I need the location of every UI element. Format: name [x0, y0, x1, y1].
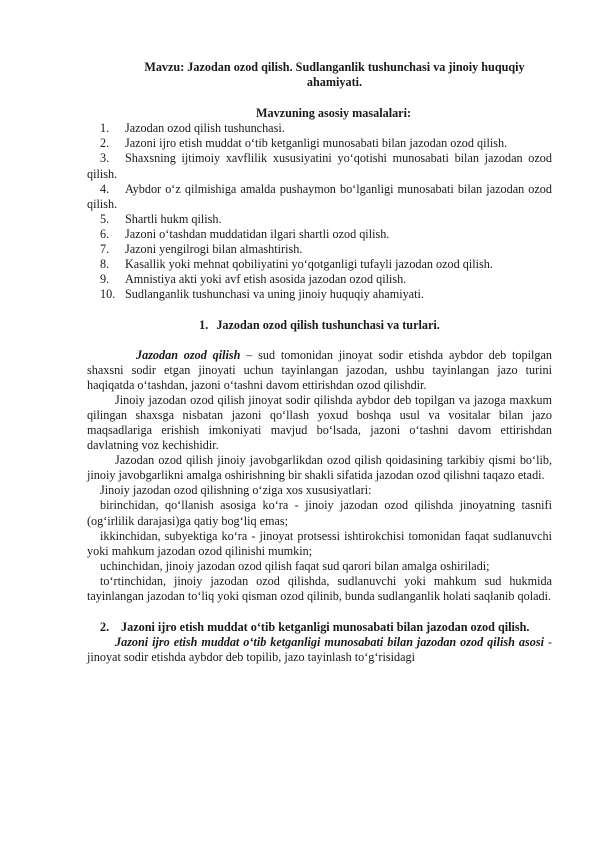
body-paragraph: Jinoiy jazodan ozod qilish jinoyat sodir qilishda aybdor deb topilgan va jazoga maxkum qilingan shaxsga nisbatan jazoni qo‘llash yoxud boshqa usul va vositalar bilan jazo maqsadlariga erishish imkoniyati mavjud bo‘lsada, jazoni o‘tashni davom ettirishdan davlatning voz kechishidir.	[87, 392, 552, 453]
list-item: 5. Shartli hukm qilish.	[100, 211, 222, 226]
list-item: 1. Jazodan ozod qilish tushunchasi.	[100, 121, 285, 136]
feature-paragraph: uchinchidan, jinoiy jazodan ozod qilish faqat sud qarori bilan amalga oshiriladi;	[100, 558, 490, 573]
section-2-heading	[87, 620, 552, 635]
section-number: 2.	[100, 620, 110, 635]
list-item: 8. Kasallik yoki mehnat qobiliyatini yo‘qotganligi tufayli jazodan ozod qilish.	[100, 257, 493, 272]
main-questions-heading: Mavzuning asosiy masalalari:	[255, 106, 412, 121]
section-number: 1.	[199, 318, 209, 333]
section-1-heading	[87, 318, 552, 333]
feature-paragraph: ikkinchidan, subyektiga ko‘ra - jinoyat protsessi ishtirokchisi tomonidan faqat sudlanuvchi yoki mahkum jazodan ozod qilinishi mumkin;	[87, 528, 552, 558]
body-paragraph: Jinoiy jazodan ozod qilishning o‘ziga xos xususiyatlari:	[100, 483, 372, 498]
list-item: 6. Jazoni o‘tashdan muddatidan ilgari shartli ozod qilish.	[100, 226, 390, 241]
defined-term: Jazodan ozod qilish	[136, 347, 241, 362]
feature-paragraph: to‘rtinchidan, jinoiy jazodan ozod qilishda, sudlanuvchi yoki mahkum sud hukmida tayinlangan jazodan to‘liq yoki qisman ozod qilinib, bunda sudlanganlik holati saqlanib qoladi.	[87, 573, 552, 603]
section-title: Jazoni ijro etish muddat o‘tib ketganligi munosabati bilan jazodan ozod qilish.	[121, 620, 530, 635]
list-item: 7. Jazoni yengilrogi bilan almashtirish.	[100, 242, 303, 257]
list-item: 3. Shaxsning ijtimoiy xavflilik xususiyatini yo‘qotishi munosabati bilan jazodan ozod qilish.	[87, 151, 552, 181]
defined-term: Jazoni ijro etish muddat o‘tib ketganligi munosabati bilan jazodan ozod qilish asosi	[115, 635, 544, 650]
body-paragraph: Jazodan ozod qilish jinoiy javobgarlikdan ozod qilish qoidasining tarkibiy qismi bo‘lib, jinoiy javobgarlikni amalga oshirishning bir shakli sifatida jazodan ozod qilishni taqazo etadi.	[87, 453, 552, 483]
definition-paragraph	[87, 635, 552, 665]
list-item: 10. Sudlanganlik tushunchasi va uning jinoiy huquqiy ahamiyati.	[100, 287, 424, 302]
feature-paragraph: birinchidan, qo‘llanish asosiga ko‘ra - jinoiy jazodan ozod qilishda jinoyatning tasnifi (og‘irlilik darajasi)ga qatiy bog‘liq emas;	[87, 498, 552, 528]
document-title: Mavzu: Jazodan ozod qilish. Sudlanganlik tushunchasi va jinoiy huquqiy ahamiyati.	[144, 60, 525, 90]
main-questions-list	[87, 121, 552, 302]
list-item: 2. Jazoni ijro etish muddat o‘tib ketganligi munosabati bilan jazodan ozod qilish.	[100, 136, 508, 151]
document-body	[87, 60, 552, 665]
list-item: 4. Aybdor o‘z qilmishiga amalda pushaymon bo‘lganligi munosabati bilan jazodan ozod qilish.	[87, 181, 552, 211]
definition-paragraph	[87, 348, 552, 393]
definition-text: – sud tomonidan jinoyat sodir etishda aybdor deb topilgan shaxsni sodir etgan jinoyati uchun tayinlangan jazodan, ushbu tayinlangan jazo turini haqiqatda o‘tashdan, jazoni o‘tashni davom ettirishdan ozod qilishdir.	[87, 347, 552, 392]
list-item: 9. Amnistiya akti yoki avf etish asosida jazodan ozod qilish.	[100, 272, 407, 287]
definition-text: - jinoyat sodir etishda aybdor deb topilib, jazo tayinlash to‘g‘risidagi	[87, 635, 552, 665]
section-title: Jazodan ozod qilish tushunchasi va turlari.	[216, 318, 440, 333]
